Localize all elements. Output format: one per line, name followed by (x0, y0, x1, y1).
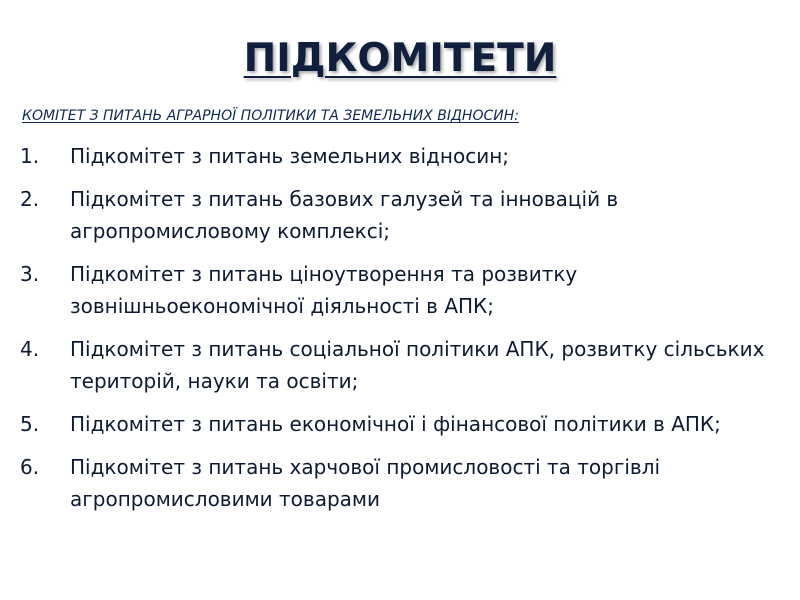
list-item-number: 1. (20, 144, 40, 168)
committee-subtitle: КОМІТЕТ З ПИТАНЬ АГРАРНОЇ ПОЛІТИКИ ТА ЗЕМЕЛЬНИХ ВІДНОСИН: (22, 108, 519, 124)
slide-title: ПІДКОМІТЕТИ (243, 36, 557, 81)
list-item (20, 183, 790, 247)
list-item-text: Підкомітет з питань базових галузей та інновацій в агропромисловому комплексі; (70, 187, 619, 243)
list-item-text: Підкомітет з питань харчової промисловості та торгівлі агропромисловими товарами (70, 455, 661, 511)
list-item (20, 451, 790, 515)
list-item-text: Підкомітет з питань ціноутворення та розвитку зовнішньоекономічної діяльності в АПК; (70, 262, 578, 318)
list-item-number: 5. (20, 412, 40, 436)
list-item-number: 6. (20, 455, 40, 479)
list-item-number: 4. (20, 337, 40, 361)
subcommittee-list (20, 140, 790, 526)
list-item-text: Підкомітет з питань соціальної політики АПК, розвитку сільських територій, науки та освіти; (70, 337, 765, 393)
list-item-text: Підкомітет з питань економічної і фінансової політики в АПК; (70, 412, 721, 436)
list-item-number: 3. (20, 262, 40, 286)
list-item-number: 2. (20, 187, 40, 211)
list-item-text: Підкомітет з питань земельних відносин; (70, 144, 510, 168)
list-item (20, 408, 790, 440)
list-item (20, 333, 790, 397)
list-item (20, 140, 790, 172)
list-item (20, 258, 790, 322)
